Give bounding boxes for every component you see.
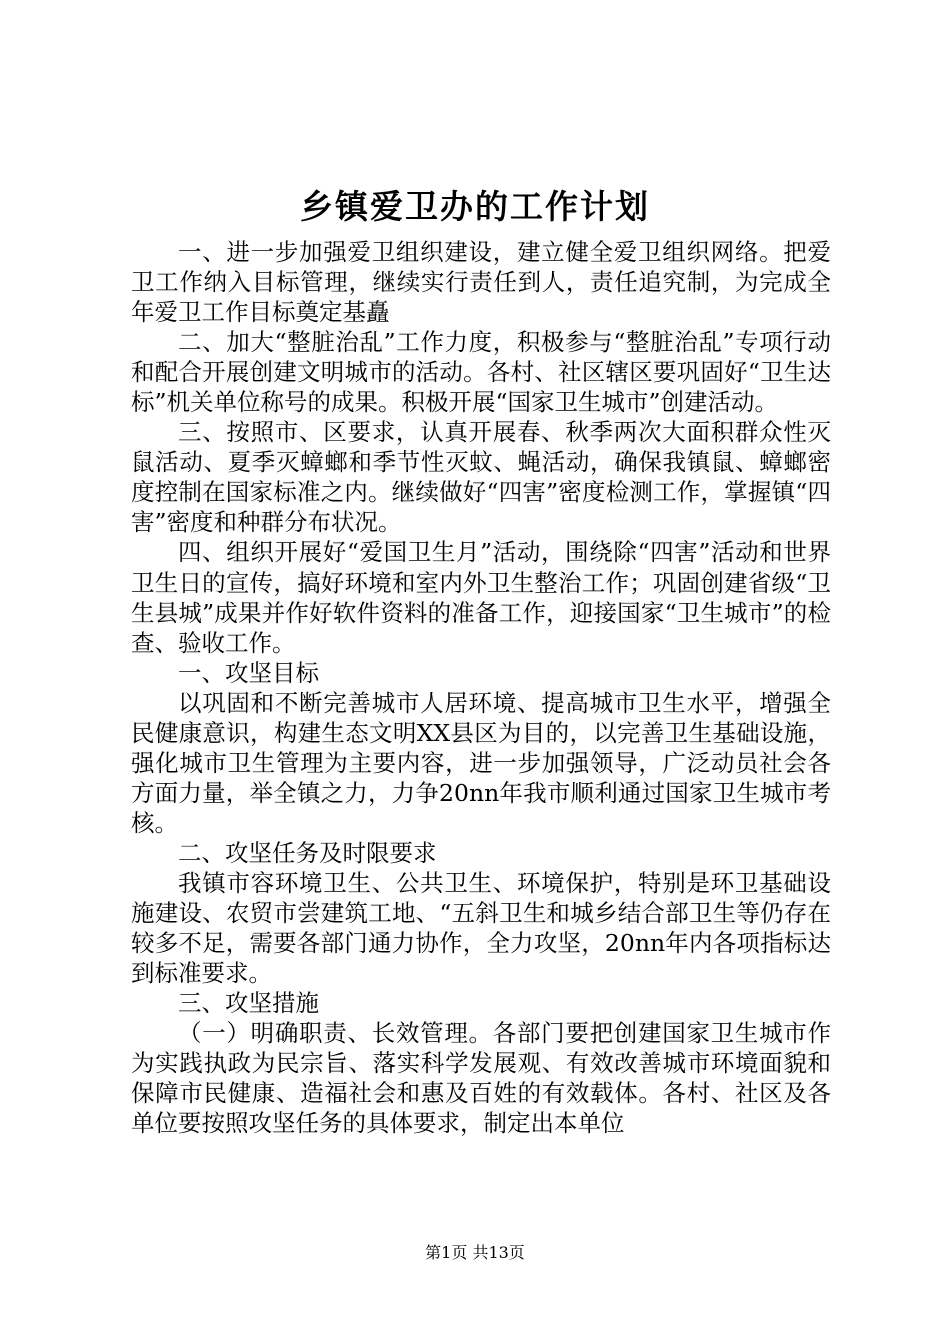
paragraph-measures: （一）明确职责、长效管理。各部门要把创建国家卫生城市作为实践执政为民宗旨、落实科学发展观、有效改善城市环境面貌和保障市民健康、造福社会和惠及百姓的有效载体。各村、社区及各单位要按照攻坚任务的具体要求，制定出本单位 (131, 1019, 831, 1138)
document-body (131, 237, 831, 1138)
paragraph-3: 三、按照市、区要求，认真开展春、秋季两次大面积群众性灭鼠活动、夏季灭蟑螂和季节性灭蚊、蝇活动，确保我镇鼠、蟑螂密度控制在国家标准之内。继续做好“四害”密度检测工作，掌握镇“四害”密度和种群分布状况。 (131, 418, 831, 537)
section-heading-goals: 一、攻坚目标 (178, 658, 319, 687)
section-heading-measures: 三、攻坚措施 (178, 989, 319, 1018)
page-number-footer: 第1页 共13页 (425, 1243, 525, 1262)
section-heading-tasks: 二、攻坚任务及时限要求 (178, 838, 437, 867)
paragraph-2: 二、加大“整脏治乱”工作力度，积极参与“整脏治乱”专项行动和配合开展创建文明城市的活动。各村、社区辖区要巩固好“卫生达标”机关单位称号的成果。积极开展“国家卫生城市”创建活动。 (131, 328, 831, 417)
paragraph-4: 四、组织开展好“爱国卫生月”活动，围绕除“四害”活动和世界卫生日的宣传，搞好环境和室内外卫生整治工作；巩固创建省级“卫生县城”成果并作好软件资料的准备工作，迎接国家“卫生城市”的检查、验收工作。 (131, 538, 831, 657)
paragraph-goals: 以巩固和不断完善城市人居环境、提高城市卫生水平，增强全民健康意识，构建生态文明XX县区为目的，以完善卫生基础设施，强化城市卫生管理为主要内容，进一步加强领导，广泛动员社会各方面力量，举全镇之力，力争20nn年我市顺利通过国家卫生城市考核。 (131, 688, 831, 837)
paragraph-tasks: 我镇市容环境卫生、公共卫生、环境保护，特别是环卫基础设施建设、农贸市尝建筑工地、“五斜卫生和城乡结合部卫生等仍存在较多不足，需要各部门通力协作，全力攻坚，20nn年内各项指标达到标准要求。 (131, 868, 831, 988)
document-title: 乡镇爱卫办的工作计划 (300, 187, 650, 226)
paragraph-1: 一、进一步加强爱卫组织建设，建立健全爱卫组织网络。把爱卫工作纳入目标管理，继续实行责任到人，责任追究制，为完成全年爱卫工作目标奠定基矗 (131, 238, 831, 327)
